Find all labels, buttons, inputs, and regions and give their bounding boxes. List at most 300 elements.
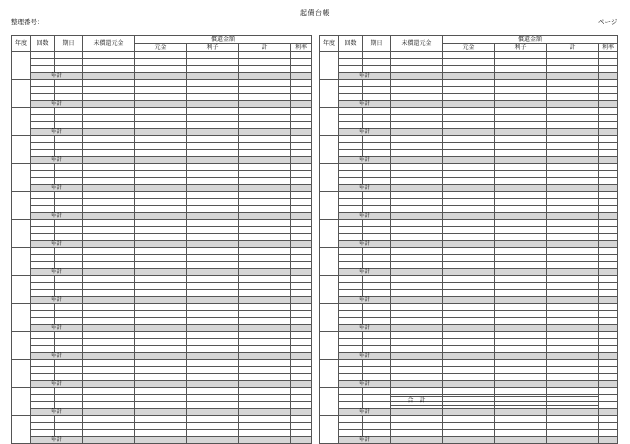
entry-cell[interactable] xyxy=(547,339,599,346)
entry-cell[interactable] xyxy=(339,142,363,149)
entry-cell[interactable] xyxy=(547,149,599,156)
entry-cell[interactable] xyxy=(599,430,618,437)
entry-cell[interactable] xyxy=(391,192,443,199)
entry-cell[interactable] xyxy=(495,114,547,121)
entry-cell[interactable] xyxy=(391,170,443,177)
entry-cell[interactable] xyxy=(31,233,55,240)
entry-cell[interactable] xyxy=(83,289,135,296)
nendo-cell[interactable] xyxy=(320,388,339,416)
entry-cell[interactable] xyxy=(187,170,239,177)
entry-cell[interactable] xyxy=(363,388,391,395)
entry-cell[interactable] xyxy=(291,317,312,324)
entry-cell[interactable] xyxy=(83,142,135,149)
year-total-cell[interactable] xyxy=(495,380,547,388)
entry-cell[interactable] xyxy=(363,374,391,381)
entry-cell[interactable] xyxy=(55,227,83,234)
year-total-cell[interactable] xyxy=(135,156,187,164)
year-total-cell[interactable] xyxy=(239,268,291,276)
year-total-cell[interactable] xyxy=(83,268,135,276)
entry-cell[interactable] xyxy=(239,304,291,311)
entry-cell[interactable] xyxy=(443,58,495,65)
entry-cell[interactable] xyxy=(291,192,312,199)
entry-cell[interactable] xyxy=(135,86,187,93)
year-total-cell[interactable] xyxy=(291,100,312,108)
entry-cell[interactable] xyxy=(391,388,443,395)
entry-cell[interactable] xyxy=(547,227,599,234)
entry-cell[interactable] xyxy=(239,177,291,184)
year-total-cell[interactable] xyxy=(547,296,599,304)
entry-cell[interactable] xyxy=(495,149,547,156)
entry-cell[interactable] xyxy=(363,220,391,227)
entry-cell[interactable] xyxy=(31,289,55,296)
year-total-cell[interactable] xyxy=(83,324,135,332)
year-total-cell[interactable] xyxy=(547,268,599,276)
entry-cell[interactable] xyxy=(187,416,239,423)
entry-cell[interactable] xyxy=(363,304,391,311)
entry-cell[interactable] xyxy=(391,80,443,87)
entry-cell[interactable] xyxy=(55,80,83,87)
entry-cell[interactable] xyxy=(55,220,83,227)
year-total-cell[interactable] xyxy=(239,212,291,220)
entry-cell[interactable] xyxy=(391,276,443,283)
entry-cell[interactable] xyxy=(239,220,291,227)
entry-cell[interactable] xyxy=(291,248,312,255)
entry-cell[interactable] xyxy=(339,311,363,318)
entry-cell[interactable] xyxy=(363,86,391,93)
entry-cell[interactable] xyxy=(599,177,618,184)
year-total-cell[interactable] xyxy=(443,268,495,276)
entry-cell[interactable] xyxy=(363,255,391,262)
entry-cell[interactable] xyxy=(135,93,187,100)
entry-cell[interactable] xyxy=(339,93,363,100)
entry-cell[interactable] xyxy=(83,136,135,143)
entry-cell[interactable] xyxy=(363,142,391,149)
year-total-cell[interactable] xyxy=(83,72,135,80)
entry-cell[interactable] xyxy=(187,227,239,234)
entry-cell[interactable] xyxy=(239,346,291,353)
entry-cell[interactable] xyxy=(443,332,495,339)
entry-cell[interactable] xyxy=(83,402,135,409)
year-total-cell[interactable] xyxy=(291,212,312,220)
nendo-cell[interactable] xyxy=(12,220,31,248)
entry-cell[interactable] xyxy=(83,164,135,171)
entry-cell[interactable] xyxy=(443,220,495,227)
entry-cell[interactable] xyxy=(363,121,391,128)
year-total-cell[interactable] xyxy=(547,212,599,220)
entry-cell[interactable] xyxy=(55,65,83,72)
entry-cell[interactable] xyxy=(135,177,187,184)
entry-cell[interactable] xyxy=(391,136,443,143)
year-total-cell[interactable] xyxy=(443,324,495,332)
entry-cell[interactable] xyxy=(187,276,239,283)
entry-cell[interactable] xyxy=(443,367,495,374)
entry-cell[interactable] xyxy=(83,395,135,402)
entry-cell[interactable] xyxy=(239,149,291,156)
entry-cell[interactable] xyxy=(339,149,363,156)
entry-cell[interactable] xyxy=(443,136,495,143)
entry-cell[interactable] xyxy=(55,317,83,324)
entry-cell[interactable] xyxy=(31,199,55,206)
entry-cell[interactable] xyxy=(239,205,291,212)
entry-cell[interactable] xyxy=(187,261,239,268)
entry-cell[interactable] xyxy=(443,80,495,87)
entry-cell[interactable] xyxy=(291,220,312,227)
year-total-cell[interactable] xyxy=(547,100,599,108)
entry-cell[interactable] xyxy=(391,423,443,430)
entry-cell[interactable] xyxy=(291,276,312,283)
entry-cell[interactable] xyxy=(83,52,135,59)
year-total-cell[interactable] xyxy=(187,352,239,360)
entry-cell[interactable] xyxy=(599,192,618,199)
entry-cell[interactable] xyxy=(83,93,135,100)
entry-cell[interactable] xyxy=(135,192,187,199)
entry-cell[interactable] xyxy=(31,283,55,290)
entry-cell[interactable] xyxy=(83,367,135,374)
entry-cell[interactable] xyxy=(599,93,618,100)
entry-cell[interactable] xyxy=(291,86,312,93)
entry-cell[interactable] xyxy=(291,170,312,177)
entry-cell[interactable] xyxy=(135,388,187,395)
entry-cell[interactable] xyxy=(135,367,187,374)
entry-cell[interactable] xyxy=(599,423,618,430)
entry-cell[interactable] xyxy=(599,142,618,149)
entry-cell[interactable] xyxy=(291,416,312,423)
entry-cell[interactable] xyxy=(339,317,363,324)
year-total-cell[interactable] xyxy=(291,296,312,304)
entry-cell[interactable] xyxy=(291,65,312,72)
entry-cell[interactable] xyxy=(495,367,547,374)
entry-cell[interactable] xyxy=(339,121,363,128)
entry-cell[interactable] xyxy=(599,283,618,290)
year-total-cell[interactable] xyxy=(187,408,239,416)
entry-cell[interactable] xyxy=(55,261,83,268)
entry-cell[interactable] xyxy=(83,423,135,430)
year-total-cell[interactable] xyxy=(291,72,312,80)
entry-cell[interactable] xyxy=(391,199,443,206)
year-total-cell[interactable] xyxy=(391,184,443,192)
entry-cell[interactable] xyxy=(339,58,363,65)
entry-cell[interactable] xyxy=(339,367,363,374)
entry-cell[interactable] xyxy=(55,205,83,212)
entry-cell[interactable] xyxy=(443,52,495,59)
entry-cell[interactable] xyxy=(239,261,291,268)
entry-cell[interactable] xyxy=(443,227,495,234)
year-total-cell[interactable] xyxy=(83,436,135,444)
year-total-cell[interactable] xyxy=(443,72,495,80)
nendo-cell[interactable] xyxy=(12,416,31,444)
entry-cell[interactable] xyxy=(363,423,391,430)
entry-cell[interactable] xyxy=(339,276,363,283)
entry-cell[interactable] xyxy=(363,108,391,115)
entry-cell[interactable] xyxy=(363,227,391,234)
entry-cell[interactable] xyxy=(339,177,363,184)
entry-cell[interactable] xyxy=(83,430,135,437)
year-total-cell[interactable] xyxy=(443,156,495,164)
entry-cell[interactable] xyxy=(291,402,312,409)
nendo-cell[interactable] xyxy=(12,304,31,332)
entry-cell[interactable] xyxy=(339,339,363,346)
year-total-cell[interactable] xyxy=(495,296,547,304)
year-total-cell[interactable] xyxy=(239,296,291,304)
entry-cell[interactable] xyxy=(31,317,55,324)
entry-cell[interactable] xyxy=(31,170,55,177)
entry-cell[interactable] xyxy=(187,108,239,115)
entry-cell[interactable] xyxy=(55,283,83,290)
entry-cell[interactable] xyxy=(135,311,187,318)
entry-cell[interactable] xyxy=(599,374,618,381)
entry-cell[interactable] xyxy=(31,58,55,65)
entry-cell[interactable] xyxy=(443,430,495,437)
entry-cell[interactable] xyxy=(495,248,547,255)
entry-cell[interactable] xyxy=(599,220,618,227)
entry-cell[interactable] xyxy=(339,374,363,381)
entry-cell[interactable] xyxy=(391,142,443,149)
entry-cell[interactable] xyxy=(599,261,618,268)
entry-cell[interactable] xyxy=(55,388,83,395)
entry-cell[interactable] xyxy=(391,346,443,353)
entry-cell[interactable] xyxy=(187,360,239,367)
entry-cell[interactable] xyxy=(31,374,55,381)
entry-cell[interactable] xyxy=(187,65,239,72)
entry-cell[interactable] xyxy=(547,317,599,324)
year-total-cell[interactable] xyxy=(443,212,495,220)
entry-cell[interactable] xyxy=(495,192,547,199)
entry-cell[interactable] xyxy=(187,367,239,374)
entry-cell[interactable] xyxy=(363,360,391,367)
year-total-cell[interactable] xyxy=(83,100,135,108)
entry-cell[interactable] xyxy=(55,177,83,184)
entry-cell[interactable] xyxy=(547,360,599,367)
entry-cell[interactable] xyxy=(495,304,547,311)
entry-cell[interactable] xyxy=(239,121,291,128)
entry-cell[interactable] xyxy=(443,317,495,324)
entry-cell[interactable] xyxy=(599,317,618,324)
year-total-cell[interactable] xyxy=(547,352,599,360)
entry-cell[interactable] xyxy=(443,289,495,296)
year-total-cell[interactable] xyxy=(599,408,618,416)
entry-cell[interactable] xyxy=(187,149,239,156)
entry-cell[interactable] xyxy=(55,142,83,149)
entry-cell[interactable] xyxy=(363,164,391,171)
entry-cell[interactable] xyxy=(291,58,312,65)
entry-cell[interactable] xyxy=(291,136,312,143)
entry-cell[interactable] xyxy=(55,346,83,353)
entry-cell[interactable] xyxy=(443,423,495,430)
entry-cell[interactable] xyxy=(547,423,599,430)
year-total-cell[interactable] xyxy=(135,100,187,108)
year-total-cell[interactable] xyxy=(391,436,443,444)
entry-cell[interactable] xyxy=(363,80,391,87)
entry-cell[interactable] xyxy=(339,283,363,290)
year-total-cell[interactable] xyxy=(239,184,291,192)
year-total-cell[interactable] xyxy=(239,436,291,444)
year-total-cell[interactable] xyxy=(391,352,443,360)
entry-cell[interactable] xyxy=(291,283,312,290)
entry-cell[interactable] xyxy=(55,311,83,318)
entry-cell[interactable] xyxy=(599,395,618,402)
entry-cell[interactable] xyxy=(443,93,495,100)
entry-cell[interactable] xyxy=(443,276,495,283)
year-total-cell[interactable] xyxy=(135,72,187,80)
entry-cell[interactable] xyxy=(239,86,291,93)
entry-cell[interactable] xyxy=(547,65,599,72)
entry-cell[interactable] xyxy=(291,360,312,367)
entry-cell[interactable] xyxy=(339,388,363,395)
entry-cell[interactable] xyxy=(363,52,391,59)
entry-cell[interactable] xyxy=(363,205,391,212)
year-total-cell[interactable] xyxy=(599,380,618,388)
entry-cell[interactable] xyxy=(31,93,55,100)
entry-cell[interactable] xyxy=(599,255,618,262)
entry-cell[interactable] xyxy=(495,255,547,262)
year-total-cell[interactable] xyxy=(135,436,187,444)
entry-cell[interactable] xyxy=(239,164,291,171)
entry-cell[interactable] xyxy=(83,227,135,234)
year-total-cell[interactable] xyxy=(135,184,187,192)
entry-cell[interactable] xyxy=(599,227,618,234)
entry-cell[interactable] xyxy=(291,374,312,381)
entry-cell[interactable] xyxy=(31,395,55,402)
entry-cell[interactable] xyxy=(291,52,312,59)
entry-cell[interactable] xyxy=(55,108,83,115)
entry-cell[interactable] xyxy=(547,233,599,240)
entry-cell[interactable] xyxy=(135,283,187,290)
entry-cell[interactable] xyxy=(443,248,495,255)
entry-cell[interactable] xyxy=(391,58,443,65)
entry-cell[interactable] xyxy=(239,283,291,290)
entry-cell[interactable] xyxy=(135,114,187,121)
entry-cell[interactable] xyxy=(135,233,187,240)
year-total-cell[interactable] xyxy=(239,324,291,332)
entry-cell[interactable] xyxy=(363,339,391,346)
entry-cell[interactable] xyxy=(187,199,239,206)
year-total-cell[interactable] xyxy=(291,380,312,388)
entry-cell[interactable] xyxy=(31,423,55,430)
entry-cell[interactable] xyxy=(135,80,187,87)
entry-cell[interactable] xyxy=(187,164,239,171)
entry-cell[interactable] xyxy=(363,402,391,409)
entry-cell[interactable] xyxy=(55,233,83,240)
entry-cell[interactable] xyxy=(443,65,495,72)
entry-cell[interactable] xyxy=(391,317,443,324)
nendo-cell[interactable] xyxy=(320,192,339,220)
entry-cell[interactable] xyxy=(291,205,312,212)
entry-cell[interactable] xyxy=(339,199,363,206)
entry-cell[interactable] xyxy=(187,402,239,409)
entry-cell[interactable] xyxy=(391,374,443,381)
entry-cell[interactable] xyxy=(239,339,291,346)
year-total-cell[interactable] xyxy=(391,268,443,276)
year-total-cell[interactable] xyxy=(599,324,618,332)
nendo-cell[interactable] xyxy=(12,136,31,164)
entry-cell[interactable] xyxy=(363,276,391,283)
entry-cell[interactable] xyxy=(547,80,599,87)
entry-cell[interactable] xyxy=(363,430,391,437)
entry-cell[interactable] xyxy=(495,108,547,115)
nendo-cell[interactable] xyxy=(320,136,339,164)
nendo-cell[interactable] xyxy=(12,332,31,360)
year-total-cell[interactable] xyxy=(391,324,443,332)
entry-cell[interactable] xyxy=(31,388,55,395)
entry-cell[interactable] xyxy=(187,255,239,262)
entry-cell[interactable] xyxy=(547,93,599,100)
year-total-cell[interactable] xyxy=(547,408,599,416)
entry-cell[interactable] xyxy=(31,402,55,409)
entry-cell[interactable] xyxy=(495,339,547,346)
year-total-cell[interactable] xyxy=(599,296,618,304)
entry-cell[interactable] xyxy=(31,227,55,234)
entry-cell[interactable] xyxy=(363,311,391,318)
year-total-cell[interactable] xyxy=(599,240,618,248)
entry-cell[interactable] xyxy=(599,388,618,395)
entry-cell[interactable] xyxy=(83,192,135,199)
year-total-cell[interactable] xyxy=(83,184,135,192)
entry-cell[interactable] xyxy=(83,360,135,367)
entry-cell[interactable] xyxy=(443,121,495,128)
entry-cell[interactable] xyxy=(187,233,239,240)
year-total-cell[interactable] xyxy=(495,436,547,444)
entry-cell[interactable] xyxy=(391,311,443,318)
year-total-cell[interactable] xyxy=(495,184,547,192)
entry-cell[interactable] xyxy=(443,255,495,262)
entry-cell[interactable] xyxy=(599,360,618,367)
entry-cell[interactable] xyxy=(55,121,83,128)
year-total-cell[interactable] xyxy=(443,408,495,416)
entry-cell[interactable] xyxy=(599,332,618,339)
entry-cell[interactable] xyxy=(443,388,495,395)
entry-cell[interactable] xyxy=(83,80,135,87)
entry-cell[interactable] xyxy=(495,164,547,171)
entry-cell[interactable] xyxy=(83,388,135,395)
year-total-cell[interactable] xyxy=(599,268,618,276)
entry-cell[interactable] xyxy=(339,332,363,339)
entry-cell[interactable] xyxy=(55,170,83,177)
year-total-cell[interactable] xyxy=(291,436,312,444)
entry-cell[interactable] xyxy=(339,170,363,177)
entry-cell[interactable] xyxy=(363,261,391,268)
entry-cell[interactable] xyxy=(363,289,391,296)
entry-cell[interactable] xyxy=(55,192,83,199)
year-total-cell[interactable] xyxy=(599,212,618,220)
nendo-cell[interactable] xyxy=(320,332,339,360)
entry-cell[interactable] xyxy=(495,423,547,430)
entry-cell[interactable] xyxy=(31,136,55,143)
year-total-cell[interactable] xyxy=(135,296,187,304)
entry-cell[interactable] xyxy=(31,360,55,367)
entry-cell[interactable] xyxy=(31,311,55,318)
entry-cell[interactable] xyxy=(443,164,495,171)
entry-cell[interactable] xyxy=(135,205,187,212)
entry-cell[interactable] xyxy=(495,136,547,143)
entry-cell[interactable] xyxy=(391,430,443,437)
year-total-cell[interactable] xyxy=(443,240,495,248)
entry-cell[interactable] xyxy=(339,114,363,121)
entry-cell[interactable] xyxy=(599,402,618,409)
entry-cell[interactable] xyxy=(495,177,547,184)
entry-cell[interactable] xyxy=(443,149,495,156)
year-total-cell[interactable] xyxy=(135,352,187,360)
entry-cell[interactable] xyxy=(83,114,135,121)
entry-cell[interactable] xyxy=(135,136,187,143)
entry-cell[interactable] xyxy=(443,374,495,381)
entry-cell[interactable] xyxy=(187,283,239,290)
entry-cell[interactable] xyxy=(443,311,495,318)
entry-cell[interactable] xyxy=(495,86,547,93)
entry-cell[interactable] xyxy=(187,317,239,324)
nendo-cell[interactable] xyxy=(12,108,31,136)
entry-cell[interactable] xyxy=(239,360,291,367)
entry-cell[interactable] xyxy=(339,248,363,255)
